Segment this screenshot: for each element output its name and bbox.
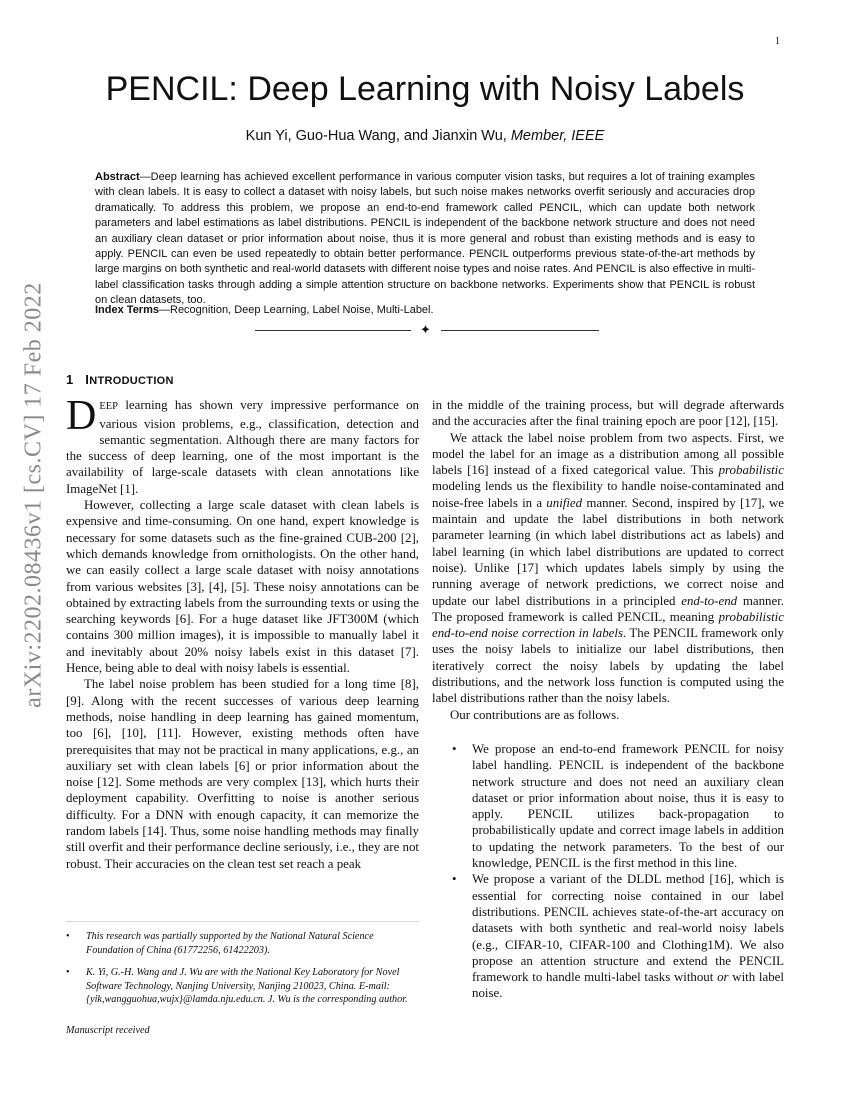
right-column: [432, 397, 784, 1002]
p2-text-c: manner. Second, inspired by [17], we maintain and update the label distributions in both network parameter learning (in which label distributions act as labels) and label learning (in which label distributions are updated to correct noise). Unlike [17] which updates labels simply by using the running average of network predictions, we correct noise and update our label distributions in a principled: [432, 495, 784, 608]
p2-emphasis-pencil-meaning: probabilistic end-to-end noise correction in labels: [432, 609, 784, 641]
author-membership: Member, IEEE: [510, 128, 605, 144]
author-line: [0, 128, 850, 144]
abstract: [95, 170, 755, 309]
arxiv-stamp: [4, 282, 64, 708]
abstract-text: —Deep learning has achieved excellent performance in various computer vision tasks, but requires a lot of training examples with clean labels. It is easy to collect a dataset with noisy labels, but such noise makes networks overfit seriously and accuracies drop dramatically. To address this problem, we propose an end-to-end framework called PENCIL, which can update both network parameters and label estimations as label distributions. PENCIL is independent of the backbone network structure and does not need an auxiliary clean dataset or prior information about noise, thus it is more general and robust than existing methods and is easy to apply. PENCIL can even be used repeatedly to obtain better performance. PENCIL outperforms previous state-of-the-art methods by large margins on both synthetic and real-world datasets with different noise types and noise rates. And PENCIL is also effective in multi-label classification tasks through adding a simple attention structure on backbone networks. Experiments show that PENCIL is robust on clean datasets, too.: [95, 171, 755, 307]
section-heading: [66, 372, 419, 389]
right-paragraph-3: Our contributions are as follows.: [450, 707, 620, 722]
contribution-2-text-a: We propose a variant of the DLDL method [16], which is essential for correcting noise contained in our label distributions. PENCIL achieves state-of-the-art accuracy on datasets with both synthetic and real-world noisy labels (e.g., CIFAR-10, CIFAR-100 and Clothing1M). We also propose an attention structure and extend the PENCIL framework to handle multi-label tasks without: [472, 872, 784, 985]
bullet-icon: •: [452, 741, 457, 756]
list-item: [432, 741, 784, 871]
left-column: [66, 372, 419, 872]
p2-text-b: modeling lends us the flexibility to handle noise-contaminated and noise-free labels in a: [432, 479, 784, 510]
section-number: 1: [66, 372, 74, 387]
abstract-label: Abstract: [95, 171, 140, 183]
intro-p1-text: learning has shown very impressive performance on various vision problems, e.g., classification, detection and semantic segmentation. Although there are many factors for the success of deep learning, one of the most important is the availability of large-scale datasets with clean annotations like ImageNet [1].: [66, 398, 419, 496]
footnote-funding: [66, 930, 419, 957]
bullet-icon: •: [66, 967, 70, 978]
arxiv-id: arXiv:2202.08436v1 [cs.CV] 17 Feb 2022: [20, 282, 47, 708]
footnote-rule: [66, 921, 419, 922]
intro-smallcaps: EEP: [99, 401, 119, 413]
list-item: [432, 871, 784, 1001]
p2-text-a: We attack the label noise problem from two aspects. First, we model the label for an image as a distribution among all possible labels [16] instead of a fixed categorical value. This: [432, 430, 784, 478]
separator-line-left: [255, 330, 411, 331]
separator-line-right: [441, 330, 599, 331]
footnote-funding-text: This research was partially supported by the National Natural Science Foundation of China (61772256, 61422203).: [86, 931, 374, 956]
page-number: 1: [775, 36, 780, 47]
bullet-icon: •: [66, 931, 70, 942]
intro-paragraph-2: However, collecting a large scale dataset with clean labels is expensive and time-consuming. On one hand, expert knowledge is necessary for some datasets such as the fine-grained CUB-200 [2], which demands knowledge from ornithologists. On the other hand, we can easily collect a large scale dataset with noisy annotations from various websites [3], [4], [5]. These noisy annotations can be obtained by extracting labels from the surrounding texts or using the searching keywords [6]. For a huge dataset like JFT300M (which contains 300 million images), it is impossible to manually label it and inevitably about 20% noisy labels exist in this dataset [7]. Hence, being able to deal with noisy labels is essential.: [66, 498, 419, 676]
contribution-2-emphasis: or: [717, 970, 729, 985]
p2-text-e: . The PENCIL framework only uses the noisy labels to initialize our label distributions, then iteratively correct the noisy labels by updating the label distributions, and the network loss function is computed using the label distributions rather than the noisy labels.: [432, 626, 784, 706]
separator-diamond-icon: ✦: [420, 322, 431, 337]
index-terms: [95, 304, 755, 316]
p2-emphasis-probabilistic: probabilistic: [718, 463, 784, 478]
section-title-rest: NTRODUCTION: [89, 375, 174, 387]
contribution-1: We propose an end-to-end framework PENCIL for noisy label handling. PENCIL is independent of the backbone network structure and does not need an auxiliary clean dataset or prior information about noise, thus it is easy to apply. PENCIL utilizes back-propagation to probabilistically update and correct image labels in addition to updating the network parameters. To the best of our knowledge, PENCIL is the first method in this line.: [472, 741, 784, 871]
p2-emphasis-unified: unified: [546, 495, 583, 510]
right-paragraph-2: [432, 430, 784, 707]
index-terms-label: Index Terms: [95, 304, 159, 316]
bullet-icon: •: [452, 872, 457, 887]
index-terms-text: —Recognition, Deep Learning, Label Noise, Multi-Label.: [159, 304, 434, 316]
contribution-2-text-b: with label noise.: [472, 970, 784, 1001]
footnote-affiliation: [66, 966, 419, 1007]
section-title-initial: I: [85, 372, 90, 387]
manuscript-received: Manuscript received: [66, 1025, 150, 1036]
footnote-affiliation-text: K. Yi, G.-H. Wang and J. Wu are with the National Key Laboratory for Novel Software Technology, Nanjing University, Nanjing 210023, China. E-mail: {yik,wangguohua,wujx}@lamda.nju.edu.cn. J. Wu is the corresponding author.: [86, 967, 408, 1005]
right-paragraph-1: in the middle of the training process, but will degrade afterwards and the accuracies after the final training epoch are poor [12], [15].: [432, 398, 784, 429]
intro-paragraph-3: The label noise problem has been studied for a long time [8], [9]. Along with the recent successes of various deep learning methods, noise handling in deep learning has gained momentum, too [6], [10], [11]. However, existing methods often have prerequisites that may not be practical in many applications, e.g., an auxiliary set with clean labels [6] or prior information about the noise [12]. Some methods are very complex [13], which hurts their deployment capability. Overfitting to noise is another serious difficulty. For a DNN with enough capacity, it can memorize the random labels [14]. Thus, some noise handling methods may finally still overfit and their performance decline seriously, i.e., they are not robust. Their accuracies on the clean test set reach a peak: [66, 677, 419, 871]
p2-emphasis-end-to-end: end-to-end: [681, 593, 738, 608]
drop-cap: D: [66, 393, 97, 440]
intro-paragraph-1: [66, 393, 419, 497]
section-separator: [255, 322, 599, 338]
contributions-list: [432, 741, 784, 1002]
paper-title: PENCIL: Deep Learning with Noisy Labels: [105, 70, 745, 108]
p2-text-d: manner. The proposed framework is called PENCIL, meaning: [432, 593, 784, 624]
author-names: Kun Yi, Guo-Hua Wang, and Jianxin Wu,: [245, 128, 507, 144]
